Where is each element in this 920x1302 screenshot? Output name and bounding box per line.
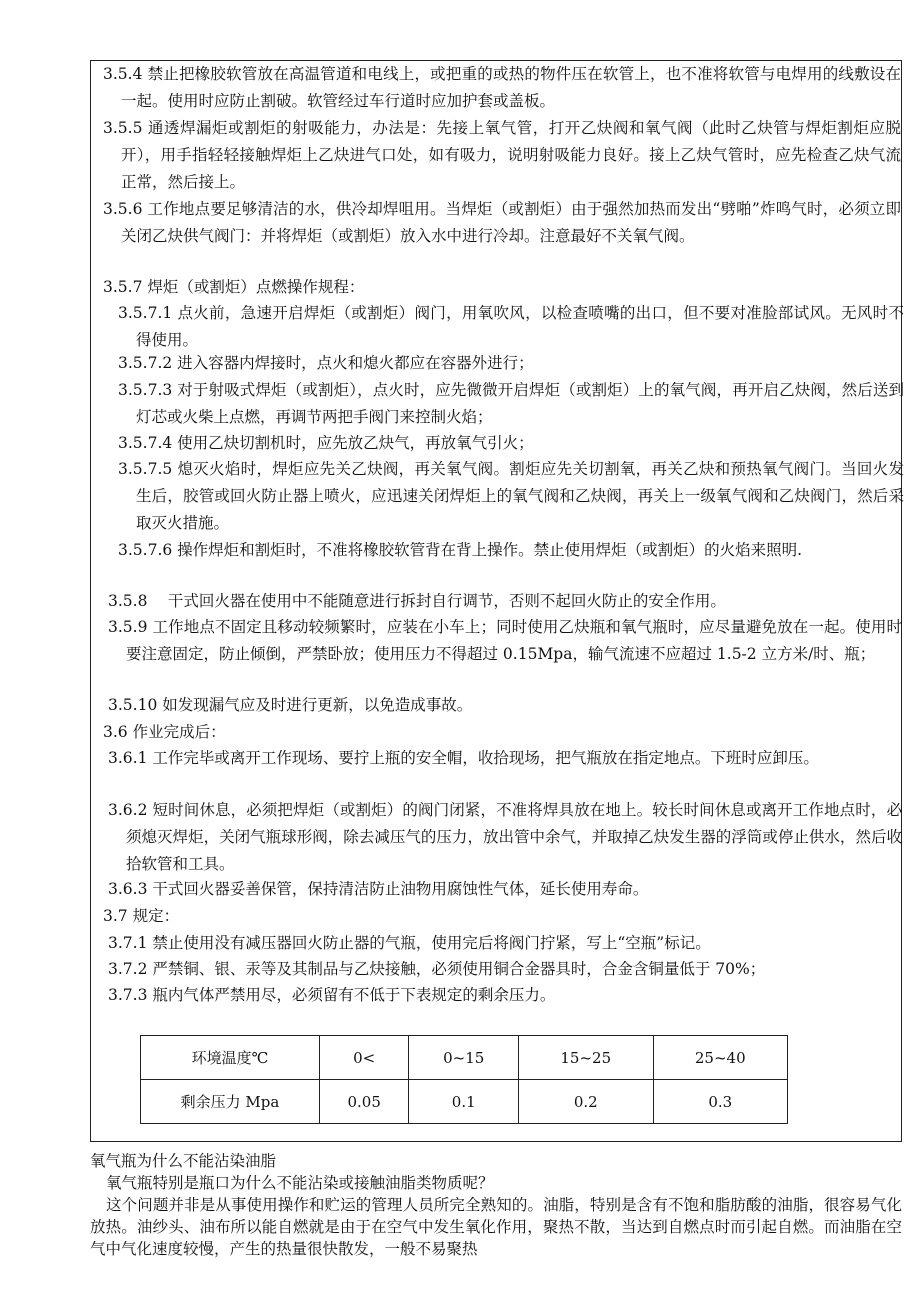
clause-3-6-3: 3.6.3 干式回火器妥善保管，保持清洁防止油物用腐蚀性气体，延长使用寿命。 xyxy=(108,880,649,898)
temperature-cell: 0~15 xyxy=(409,1036,519,1080)
clause-3-5-10: 3.5.10 如发现漏气应及时进行更新，以免造成事故。 xyxy=(108,696,473,714)
pressure-cell: 0.3 xyxy=(653,1080,788,1124)
residual-pressure-table xyxy=(140,1035,788,1124)
clause-3-6-2: 3.6.2 短时间休息，必须把焊炬（或割炬）的阀门闭紧，不准将焊具放在地上。较长时间休息或离开工作地点时，必须熄灭焊炬，关闭气瓶球形阀，除去减压气的压力，放出管中余气，并取掉乙炔发生器的浮筒或停止供水，然后收拾软管和工具。 xyxy=(108,801,902,873)
clause-3-5-9: 3.5.9 工作地点不固定且移动较频繁时，应装在小车上；同时使用乙炔瓶和氧气瓶时，应尽量避免放在一起。使用时要注意固定，防止倾倒，严禁卧放；使用压力不得超过 0.15Mpa，输气流速不应超过 1.5-2 立方米/时、瓶； xyxy=(108,618,902,663)
clause-3-5-5: 3.5.5 通透焊漏炬或割炬的射吸能力，办法是：先接上氧气管，打开乙炔阀和氧气阀（此时乙炔管与焊炬割炬应脱开），用手指轻轻接触焊炬上乙炔进气口处，如有吸力，说明射吸能力良好。接上乙炔气管时，应先检查乙炔气流正常，然后接上。 xyxy=(103,119,901,191)
clause-3-5-7-3: 3.5.7.3 对于射吸式焊炬（或割炬），点火时，应先微微开启焊炬（或割炬）上的氧气阀，再开启乙炔阀，然后送到灯芯或火柴上点燃，再调节两把手阀门来控制火焰； xyxy=(118,381,904,426)
clause-3-5-7-1: 3.5.7.1 点火前，急速开启焊炬（或割炬）阀门，用氧吹风，以检查喷嘴的出口，但不要对准脸部试风。无风时不得使用。 xyxy=(118,304,904,349)
appendix-question: 氧气瓶特别是瓶口为什么不能沾染或接触油脂类物质呢？ xyxy=(106,1174,494,1192)
pressure-cell: 0.1 xyxy=(409,1080,519,1124)
clause-3-5-7-4: 3.5.7.4 使用乙炔切割机时，应先放乙炔气，再放氧气引火； xyxy=(118,434,534,452)
clause-3-7-3: 3.7.3 瓶内气体严禁用尽，必须留有不低于下表规定的剩余压力。 xyxy=(108,986,556,1004)
table-row xyxy=(141,1036,788,1080)
pressure-header: 剩余压力 Mpa xyxy=(141,1080,320,1124)
clause-3-5-6: 3.5.6 工作地点要足够清洁的水，供冷却焊咀用。当焊炬（或割炬）由于强然加热而发出“劈啪”炸鸣气时，必须立即关闭乙炔供气阀门：并将焊炬（或割炬）放入水中进行冷却。注意最好不关氧气阀。 xyxy=(103,200,901,245)
appendix-title: 氧气瓶为什么不能沾染油脂 xyxy=(90,1152,277,1170)
section-3-7-heading: 3.7 规定： xyxy=(103,907,180,925)
clause-3-7-1: 3.7.1 禁止使用没有减压器回火防止器的气瓶，使用完后将阀门拧紧，写上“空瓶”标记。 xyxy=(108,934,711,952)
appendix-paragraph: 这个问题并非是从事使用操作和贮运的管理人员所完全熟知的。油脂，特别是含有不饱和脂肪酸的油脂，很容易气化放热。油纱头、油布所以能自燃就是由于在空气中发生氧化作用，聚热不散，当达到自燃点时而引起自燃。而油脂在空气中气化速度较慢，产生的热量很快散发，一般不易聚热 xyxy=(90,1196,902,1258)
temperature-cell: 25~40 xyxy=(653,1036,788,1080)
clause-3-5-7-5: 3.5.7.5 熄灭火焰时，焊炬应先关乙炔阀，再关氧气阀。割炬应先关切割氧，再关乙炔和预热氧气阀门。当回火发生后，胶管或回火防止器上喷火，应迅速关闭焊炬上的氧气阀和乙炔阀，再关上一级氧气阀和乙炔阀门，然后采取灭火措施。 xyxy=(118,460,904,532)
section-3-6-heading: 3.6 作业完成后： xyxy=(103,723,226,741)
pressure-cell: 0.2 xyxy=(519,1080,653,1124)
temperature-cell: 0< xyxy=(320,1036,409,1080)
clause-3-6-1: 3.6.1 工作完毕或离开工作现场、要拧上瓶的安全帽，收拾现场，把气瓶放在指定地点。下班时应卸压。 xyxy=(108,749,819,767)
clause-3-7-2: 3.7.2 严禁铜、银、汞等及其制品与乙炔接触，必须使用铜合金器具时，合金含铜量低于 70%； xyxy=(108,960,766,978)
pressure-cell: 0.05 xyxy=(320,1080,409,1124)
temperature-cell: 15~25 xyxy=(519,1036,653,1080)
clause-3-5-7: 3.5.7 焊炬（或割炬）点燃操作规程： xyxy=(103,278,365,296)
clause-3-5-7-2: 3.5.7.2 进入容器内焊接时，点火和熄火都应在容器外进行； xyxy=(118,354,534,372)
clause-3-5-8: 3.5.8 干式回火器在使用中不能随意进行拆封自行调节，否则不起回火防止的安全作用。 xyxy=(108,592,726,610)
table-row xyxy=(141,1080,788,1124)
clause-3-5-4: 3.5.4 禁止把橡胶软管放在高温管道和电线上，或把重的或热的物件压在软管上，也不准将软管与电焊用的线敷设在一起。使用时应防止割破。软管经过车行道时应加护套或盖板。 xyxy=(103,65,901,110)
clause-3-5-7-6: 3.5.7.6 操作焊炬和割炬时，不准将橡胶软管背在背上操作。禁止使用焊炬（或割炬）的火焰来照明. xyxy=(118,541,803,559)
temperature-header: 环境温度℃ xyxy=(141,1036,320,1080)
